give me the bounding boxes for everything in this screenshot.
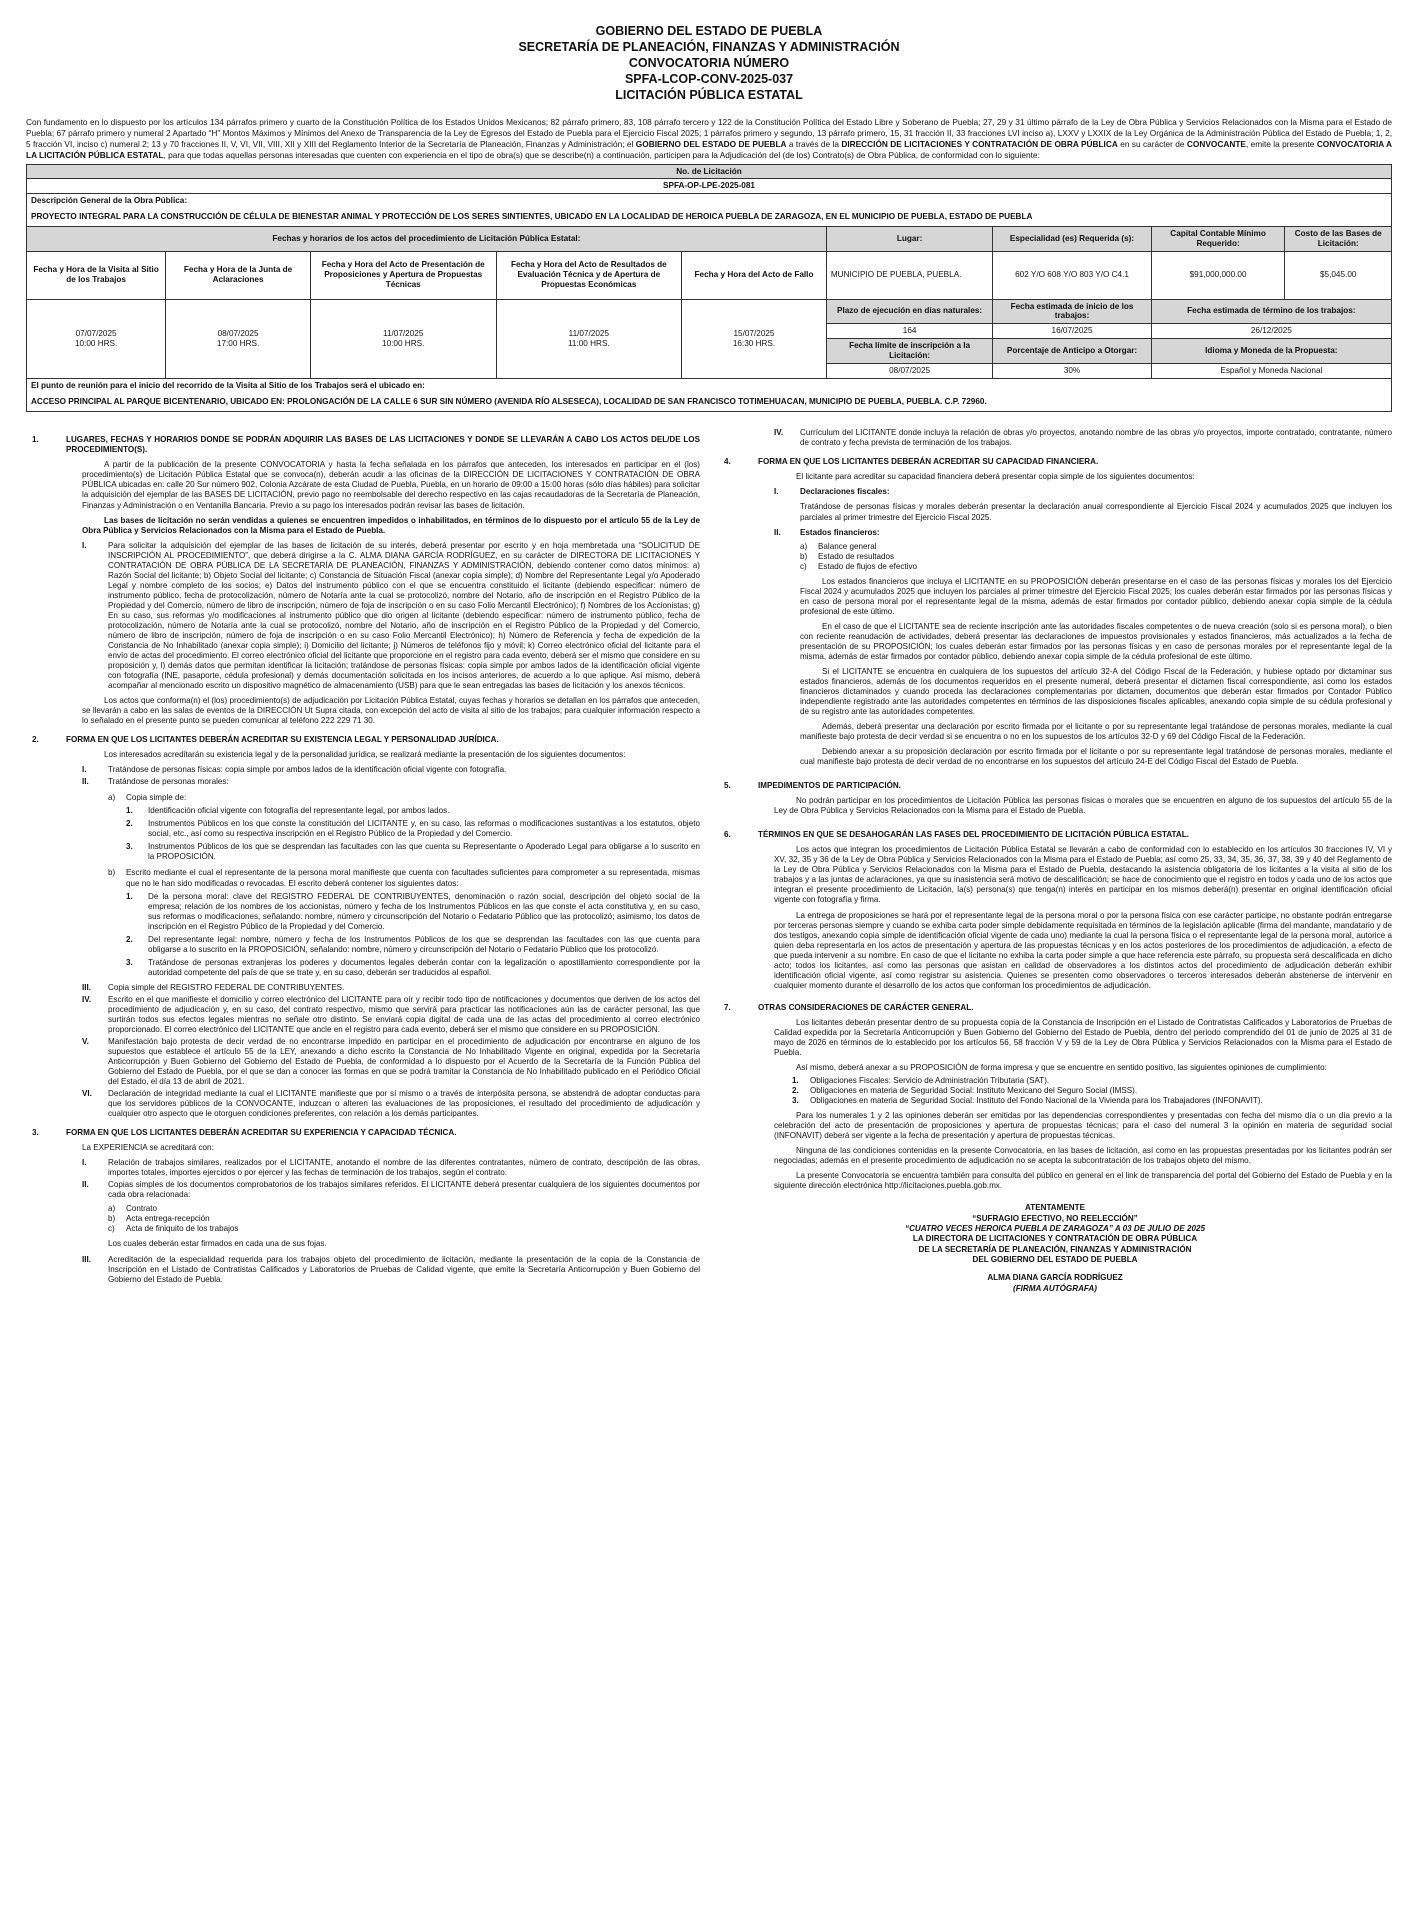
list-marker: 3.	[126, 957, 133, 967]
paragraph: Ninguna de las condiciones contenidas en la presente Convocatoria, en las bases de licitación, así como en las propuestas presentadas por los licitantes podrán ser negociadas; además en el presente procedimiento de adjudicación no se acepta la subcontratación de los trabajos objeto del mismo.	[774, 1146, 1392, 1166]
list-marker: 2.	[792, 1085, 799, 1095]
fechas-header: Fechas y horarios de los actos del procedimiento de Licitación Pública Estatal:	[27, 226, 827, 251]
list-marker: a)	[800, 541, 808, 551]
intro-bold: CONVOCATORIA A LA LICITACIÓN PÚBLICA ESTATAL	[26, 138, 1393, 160]
list-text: Declaración de integridad mediante la cual el LICITANTE manifieste que por sí mismo o a través de interpósita persona, se abstendrá de adoptar conductas para que los servidores públicos de la CONVOCANTE, induzcan o alteren las evaluaciones de las proposiciones, el resultado del procedimiento de adjudicación y cualquier otro aspecto que le otorguen condiciones preferentes, con relación a los demás participantes.	[108, 1089, 700, 1119]
presentacion-date: 11/07/2025	[383, 328, 424, 338]
list-text: Instrumentos Públicos en los que conste la constitución del LICITANTE y, en su caso, las reformas o modificaciones sustantivas a los estatutos, objeto social, etc., así como su respectiva inscripción en el Registro Público de la Propiedad y del Comercio.	[148, 819, 700, 839]
punto-reunion-value: ACCESO PRINCIPAL AL PARQUE BICENTENARIO, UBICADO EN: PROLONGACIÓN DE LA CALLE 6 SUR SIN NÚMERO (AVENIDA RÍO ALSESECA), LOCALIDAD DE SAN FRANCISCO TOTIMEHUACAN, MUNICIPIO DE PUEBLA, PUEBLA. C.P. 72960.	[27, 392, 1392, 411]
list-item	[774, 487, 1392, 497]
section-title: IMPEDIMENTOS DE PARTICIPACIÓN.	[758, 781, 901, 791]
list-marker: 1.	[126, 806, 133, 816]
list-marker: 1.	[126, 891, 133, 901]
list-item	[108, 868, 700, 888]
termino-value: 26/12/2025	[1151, 324, 1391, 339]
list-item	[82, 765, 700, 775]
list-text: Acta de finiquito de los trabajos	[126, 1224, 239, 1234]
list-item	[82, 983, 700, 993]
presentacion-time: 10:00 HRS.	[382, 338, 425, 348]
header-convocatoria: CONVOCATORIA NÚMERO	[628, 55, 790, 70]
section-number: 7.	[724, 1002, 731, 1012]
section-title: LUGARES, FECHAS Y HORARIOS DONDE SE PODRÁN ADQUIRIR LAS BASES DE LAS LICITACIONES Y DONDE SE LLEVARÁN A CABO LOS ACTOS DEL/DE LOS PROCEDIMIENTO(S).	[66, 435, 700, 455]
plazo-label: Plazo de ejecución en días naturales:	[826, 299, 993, 324]
paragraph: Debiendo anexar a su proposición declaración por escrito firmada por el licitante o por su representante legal tratándose de personas morales, mediante el cual manifieste bajo protesta de decir verdad de no encontrarse en los supuestos del artículo 24-E del Código Fiscal del Estado de Puebla.	[800, 747, 1392, 767]
visita-date: 07/07/2025	[75, 328, 117, 338]
paragraph: Los actos que conforma(n) el (los) procedimiento(s) de adjudicación por Licitación Pública Estatal, cuyas fechas y horarios se detallan en los párrafos que anteceden, se llevarán a cabo en las salas de eventos de la DIRECCIÓN Ut Supra citada, con excepción del acto de visita al sitio de los trabajos; para cualquier información respecto a lo señalado en el presente punto se pueden comunicar al teléfono 222 229 71 30.	[82, 696, 700, 726]
junta-time: 17:00 HRS.	[216, 338, 260, 348]
list-item	[108, 1214, 700, 1224]
section-title: TÉRMINOS EN QUE SE DESAHOGARÁN LAS FASES DEL PROCEDIMIENTO DE LICITACIÓN PÚBLICA ESTATAL.	[758, 830, 1189, 840]
section-1-heading	[26, 435, 700, 455]
list-item	[774, 428, 1392, 448]
list-marker: b)	[800, 551, 808, 561]
list-item	[126, 842, 700, 862]
list-text: Currículum del LICITANTE donde incluya la relación de obras y/o proyectos, anotando nombre de las obras y/o proyectos, importe contratado, contratante, número de contrato y fecha prevista de terminación de los trabajos.	[800, 428, 1392, 448]
section-title: FORMA EN QUE LOS LICITANTES DEBERÁN ACREDITAR SU CAPACIDAD FINANCIERA.	[758, 457, 1099, 467]
section-number: 2.	[32, 735, 39, 745]
section-title: FORMA EN QUE LOS LICITANTES DEBERÁN ACREDITAR SU EXISTENCIA LEGAL Y PERSONALIDAD JURÍDICA.	[66, 735, 499, 745]
list-marker: 3.	[126, 842, 133, 852]
no-licitacion-value: SPFA-OP-LPE-2025-081	[27, 179, 1392, 194]
especialidad-value: 602 Y/O 608 Y/O 803 Y/O C4.1	[993, 251, 1151, 299]
list-text: Instrumentos Públicos de los que se desprendan las facultades con las que cuenta su Representante o Apoderado Legal para obligarse a lo suscrito en la PROPOSICIÓN.	[148, 842, 700, 862]
list-marker: 2.	[126, 934, 133, 944]
list-item	[792, 1096, 1392, 1106]
list-marker: I.	[82, 1158, 87, 1168]
list-item	[82, 1255, 700, 1285]
body-columns	[26, 428, 1392, 1294]
left-column	[26, 428, 700, 1294]
list-text: Copia simple de:	[126, 793, 187, 803]
paragraph: La entrega de proposiciones se hará por el representante legal de la persona moral o por la persona física con ese carácter participe, no obstante podrán entregarse por terceras personas siempre y cuando se exhiba carta poder simple debidamente requisitada en términos de la legislación aplicable (firma del mandante, mandatario y de dos testigos, anexando copia simple de identificación oficial vigente de cada uno) mediante la cual la persona física o el representante legal de la persona moral, autorice a quien deba representarla en los actos de presentación y apertura de las propuestas técnicas y en los actos posteriores de los procedimientos de adjudicación, a efecto de que pueda intervenir a su nombre. En caso de que el licitante no exhiba la carta poder simple a que hace referencia este párrafo, su propuesta será descalificada en dicho acto; todos los licitantes, así como las personas que asistan en calidad de observadores a los distintos actos del procedimiento de adjudicación deberán exhibir identificación oficial vigente, así como registrar su asistencia. Quienes se presenten como observadores o terceros interesados deberán abstenerse de intervenir en cualquier momento durante el desarrollo de los actos que conforman los procedimientos de adjudicación.	[774, 910, 1392, 990]
list-text: Declaraciones fiscales:	[800, 487, 890, 497]
resultados-date: 11/07/2025	[568, 328, 610, 338]
paragraph: No podrán participar en los procedimientos de Licitación Pública las personas físicas o morales que se encuentren en alguno de los supuestos del artículo 55 de la Ley de Obra Pública y Servicios Relacionados con la Misma para el Estado de Puebla.	[774, 796, 1392, 816]
list-marker: a)	[108, 1204, 116, 1214]
inicio-value: 16/07/2025	[993, 324, 1151, 339]
junta-label: Fecha y Hora de la Junta de Aclaraciones	[166, 251, 311, 299]
descripcion-value: PROYECTO INTEGRAL PARA LA CONSTRUCCIÓN DE CÉLULA DE BIENESTAR ANIMAL Y PROTECCIÓN DE LOS SERES SINTIENTES, UBICADO EN LA LOCALIDAD DE HEROICA PUEBLA DE ZARAGOZA, EN EL MUNICIPIO DE PUEBLA, ESTADO DE PUEBLA	[27, 208, 1392, 226]
sign-role: LA DIRECTORA DE LICITACIONES Y CONTRATACIÓN DE OBRA PÚBLICA	[912, 1234, 1198, 1244]
presentacion-label: Fecha y Hora del Acto de Presentación de Proposiciones y Apertura de Propuestas Técnicas	[310, 251, 496, 299]
paragraph: La presente Convocatoria se encuentra también para consulta del público en general en el link de transparencia del portal del Gobierno del Estado de Puebla y en la siguiente dirección electrónica http://licitaciones.puebla.gob.mx.	[774, 1171, 1392, 1191]
sign-place-date-text: “CUATRO VECES HEROICA PUEBLA DE ZARAGOZA” A 03 DE JULIO DE 2025	[905, 1223, 1205, 1233]
section-number: 6.	[724, 830, 731, 840]
list-item	[108, 1204, 700, 1214]
paragraph: El licitante para acreditar su capacidad financiera deberá presentar copia simple de los siguientes documentos:	[796, 472, 1195, 482]
costo-label: Costo de las Bases de Licitación:	[1285, 226, 1392, 251]
list-item	[126, 819, 700, 839]
list-marker: IV.	[774, 428, 784, 438]
anticipo-label: Porcentaje de Anticipo a Otorgar:	[993, 339, 1151, 364]
list-text: Escrito mediante el cual el representante de la persona moral manifieste que cuenta con facultades suficientes para comprometer a su representada, mismas que no le han sido modificadas o revocadas. El escrito deberá contener los siguientes datos:	[126, 868, 700, 888]
visita-datetime	[27, 299, 166, 378]
sign-motto: “SUFRAGIO EFECTIVO, NO REELECCIÓN”	[972, 1213, 1138, 1223]
paragraph: Las bases de licitación no serán vendidas a quienes se encuentren impedidos o inhabilitados, en términos de lo dispuesto por el artículo 55 de la Ley de Obra Pública y Servicios Relacionados con la Misma para el Estado de Puebla.	[82, 515, 700, 535]
sign-note-text: (FIRMA AUTÓGRAFA)	[1013, 1283, 1097, 1293]
visita-label: Fecha y Hora de la Visita al Sitio de los Trabajos	[27, 251, 166, 299]
section-3-heading	[26, 1128, 700, 1138]
list-marker: c)	[108, 1224, 115, 1234]
limite-value: 08/07/2025	[826, 363, 993, 378]
paragraph: Los estados financieros que incluya el LICITANTE en su PROPOSICIÓN deberán presentarse en el caso de las personas físicas y morales los del Ejercicio Fiscal 2024 y acumulados 2025 que incluyen los parciales al primer trimestre del Ejercicio Fiscal 2025; los cuales deberán estar firmados por las personas físicas y en caso de persona moral por el representante legal de la misma, además de estar firmados por contador público, debiendo anexar copia simple de la cédula profesional de este último.	[800, 576, 1392, 616]
list-marker: II.	[82, 777, 89, 787]
paragraph: Si el LICITANTE se encuentra en cualquiera de los supuestos del artículo 32-A del Código Fiscal de la Federación, y hubiese optado por dictaminar sus estados financieros, además de los documentos requeridos en el presente numeral, deberá presentar el dictamen fiscal correspondiente, así como los estados financieros dictaminados y cuando proceda las declaraciones complementarias por dictamen, documentos que deberán estar firmados por Contador Público independiente registrado ante las autoridades competentes en términos de las disposiciones fiscales aplicables, anexando copia simple de su cédula profesional y de su registro ante las autoridades competentes.	[800, 666, 1392, 717]
list-text: Obligaciones en materia de Seguridad Social: Instituto del Fondo Nacional de la Vivienda para los Trabajadores (INFONAVIT).	[810, 1096, 1263, 1105]
fallo-date: 15/07/2025	[733, 328, 775, 338]
list-item	[82, 1037, 700, 1087]
paragraph: Además, deberá presentar una declaración por escrito firmada por el licitante o por su representante legal tratándose de personas morales, mediante la cual manifieste bajo protesta de decir verdad si se encuentra o no en los supuestos de los artículos 32-D y 69 del Código Fiscal de la Federación.	[800, 722, 1392, 742]
list-marker: 1.	[792, 1075, 799, 1085]
list-item	[126, 806, 700, 816]
list-text: Del representante legal: nombre, número y fecha de los Instrumentos Públicos de los que se desprendan las facultades con las que cuenta para obligarse a lo suscrito en la PROPOSICIÓN, señalando: nombre, número y circunscripción del Notario o Fedatario Público que los protocolizó.	[148, 934, 700, 954]
intro-bold: GOBIERNO DEL ESTADO DE PUEBLA	[635, 138, 787, 149]
limite-label: Fecha límite de inscripción a la Licitación:	[826, 339, 993, 364]
list-marker: b)	[108, 868, 116, 878]
list-text: Relación de trabajos similares, realizados por el LICITANTE, anotando el nombre de las diferentes contratantes, número de contrato, descripción de las obras, importes totales, importes ejercidos o por ejercer y las fechas de terminación de los trabajos, según el contrato.	[108, 1158, 700, 1178]
section-7-heading	[718, 1003, 1392, 1013]
list-item	[126, 935, 700, 955]
inicio-label: Fecha estimada de inicio de los trabajos:	[993, 299, 1151, 324]
licitacion-table	[26, 164, 1392, 413]
list-item	[108, 1224, 700, 1234]
list-text: Copias simples de los documentos comprobatorios de los trabajos similares referidos. El LICITANTE deberá presentar cualquiera de los siguientes documentos por cada obra relacionada:	[108, 1180, 700, 1200]
list-marker: III.	[82, 1254, 91, 1264]
list-text: Identificación oficial vigente con fotografía del representante legal, por ambos lados.	[148, 806, 450, 816]
list-text: Estados financieros:	[800, 527, 880, 537]
list-item	[774, 528, 1392, 538]
capital-label: Capital Contable Mínimo Requerido:	[1151, 226, 1285, 251]
intro-text: , para que todas aquellas personas interesadas que cuenten con experiencia en el tipo de obra(s) que se describe(n) a continuación, participen para la Adjudicación del (de los) Contrato(s) de Obra Pública, de conformidad con lo siguiente:	[163, 149, 1040, 160]
costo-value: $5,045.00	[1285, 251, 1392, 299]
section-title: OTRAS CONSIDERACIONES DE CARÁCTER GENERAL.	[758, 1002, 974, 1012]
list-text: Obligaciones en materia de Seguridad Social: Instituto Mexicano del Seguro Social (IMSS).	[810, 1085, 1138, 1095]
list-item	[792, 1076, 1392, 1086]
list-marker: a)	[108, 793, 116, 803]
sign-atentamente: ATENTAMENTE	[1025, 1203, 1085, 1213]
section-number: 1.	[32, 435, 39, 445]
list-marker: VI.	[82, 1089, 92, 1099]
intro-text: Con fundamento en lo dispuesto por los artículos 134 párrafos primero y cuarto de la Constitución Política de los Estados Unidos Mexicanos; 82 párrafo primero, 83, 108 párrafo tercero y 122 de la Constitución Política del Estado Libre y Soberano de Puebla; 27, 29 y 31 último párrafo de la Ley de Obra Pública y Servicios Relacionados con la Misma para el Estado de Puebla; 67 párrafo primero y numeral 2 Apartado “H” Montos Máximos y Mínimos del Anexo de Transparencia de la Ley de Egresos del Estado de Puebla para el Ejercicio Fiscal 2025; 1 párrafos primero y segundo, 13 párrafo primero, 15, 31 fracción II, 33 fracciones LVI inciso a), LXXV y LXXIX de la Ley Orgánica de la Administración Pública del Estado de Puebla; 1, 2, 5 fracción VI, inciso c) numeral 2; 13 y 70 fracciones II, V, VI, VII, VIII, XII y XIII del Reglamento Interior de la Secretaría de Planeación, Finanzas y Administración; el	[26, 117, 1392, 149]
list-item	[126, 892, 700, 932]
capital-value: $91,000,000.00	[1151, 251, 1285, 299]
section-2-heading	[26, 735, 700, 745]
visita-time: 10:00 HRS.	[74, 338, 118, 348]
list-text: Acta entrega-recepción	[126, 1214, 210, 1224]
idioma-label: Idioma y Moneda de la Propuesta:	[1151, 339, 1391, 364]
intro-text: , emite la presente	[1245, 138, 1315, 149]
plazo-value: 164	[826, 324, 993, 339]
paragraph: En el caso de que el LICITANTE sea de reciente inscripción ante las autoridades fiscales competentes o de nueva creación (solo si es persona moral), o bien con reciente reanudación de actividades, deberá presentar las declaraciones de impuestos provisionales y estados financieros, más actualizados a la fecha de presentación de su PROPOSICIÓN; los cuales deberán estar firmados por las personas físicas y en caso de personas morales por el representante legal de la misma, además de estar firmados por contador público, debiendo anexar copia simple de la cédula profesional de este último.	[800, 621, 1392, 661]
list-text: Tratándose de personas extranjeras los poderes y documentos legales deberán contar con la legalización o apostillamiento correspondiente por la autoridad competente del país de que se trate y, en su caso, deberán ser traducidos al español.	[148, 957, 700, 977]
list-text: Tratándose de personas físicas: copia simple por ambos lados de la identificación oficial vigente con fotografía.	[108, 765, 507, 775]
list-item	[108, 793, 700, 803]
paragraph: Los licitantes deberán presentar dentro de su propuesta copia de la Constancia de Inscripción en el Listado de Contratistas Calificados y Laboratorios de Pruebas de Calidad expedida por la Secretaría Anticorrupción y Buen Gobierno del Gobierno del Estado de Puebla, dentro del periodo comprendido del 01 de junio de 2025 al 31 de mayo de 2026 en términos de lo establecido por los artículos 56, 58 fracción V y 59 de la Ley de Obra Pública y Servicios Relacionados con la Misma para el Estado de Puebla.	[774, 1017, 1392, 1057]
sign-place-date	[718, 1224, 1392, 1234]
intro-bold: CONVOCANTE	[1186, 138, 1246, 149]
section-number: 5.	[724, 781, 731, 791]
fallo-time: 16:30 HRS.	[732, 338, 776, 348]
idioma-value: Español y Moneda Nacional	[1151, 363, 1391, 378]
list-text: Estado de flujos de efectivo	[818, 561, 917, 571]
list-marker: I.	[774, 487, 779, 497]
intro-paragraph	[26, 117, 1392, 160]
paragraph: Los actos que integran los procedimientos de Licitación Pública Estatal se llevarán a cabo de conformidad con lo establecido en los artículos 30 fracciones IV, VI y XV, 32, 35 y 36 de la Ley de Obra Pública y Servicios Relacionados con la Misma para el Estado de Puebla; así como 25, 33, 34, 35, 36, 37, 38, 39 y 40 del Reglamento de la Ley de Obra Pública y Servicios Relacionados con la Misma para el Estado de Puebla, destacando la asistencia obligatoria de los licitantes a la visita al sitio de los trabajos y a las juntas de aclaraciones, ya que su inasistencia será motivo de descalificación; se hace de conocimiento que el registro en todos y cada uno de los actos que integran el presente procedimiento de Licitación, la(s) persona(s) que tenga(n) interés en participar en los mismos deberá(n) presentar en original identificación oficial vigente con fotografía y firma.	[774, 845, 1392, 905]
list-marker: II.	[82, 1180, 89, 1190]
list-text: Manifestación bajo protesta de decir verdad de no encontrarse impedido en participar en el procedimiento de adjudicación por encontrarse en alguno de los supuestos que establece el artículo 55 de la LEY, anexando a dicho escrito la Constancia de No Inhabilitado Vigente en original, expedida por la Secretaría Anticorrupción y Buen Gobierno del Gobierno del Estado de Puebla, de conformidad a lo dispuesto por el Acuerdo de la Secretaría de la Función Pública del Gobierno del Estado de Puebla, por el que se dan a conocer las formas en que se podrá tramitar la Constancia de No Inhabilitado publicado en el Periódico Oficial del Estado, el día 13 de abril de 2021.	[108, 1036, 700, 1087]
header-type: LICITACIÓN PÚBLICA ESTATAL	[615, 87, 803, 102]
list-marker: V.	[82, 1036, 89, 1046]
no-licitacion-label: No. de Licitación	[27, 164, 1392, 179]
resultados-label: Fecha y Hora del Acto de Resultados de Evaluación Técnica y de Apertura de Propuestas Económicas	[496, 251, 682, 299]
list-text: De la persona moral: clave del REGISTRO FEDERAL DE CONTRIBUYENTES, denominación o razón social, descripción del objeto social de la empresa; relación de los nombres de los accionistas, número y fecha de los Instrumentos Públicos en las que conste el acta constitutiva y, en su caso, sus reformas o modificaciones, señalando: nombre, número y circunscripción del Notario o Fedatario Público que las protocolizó; asimismo, los datos de inscripción en el Registro Público de la Propiedad y del Comercio.	[148, 891, 700, 931]
section-number: 3.	[32, 1128, 39, 1138]
presentacion-datetime	[310, 299, 496, 378]
intro-text: a través de la	[788, 138, 839, 149]
paragraph: Los cuales deberán estar firmados en cada una de sus fojas.	[108, 1239, 327, 1249]
list-text: Copia simple del REGISTRO FEDERAL DE CONTRIBUYENTES.	[108, 982, 345, 992]
list-marker: b)	[108, 1214, 116, 1224]
paragraph: Para los numerales 1 y 2 las opiniones deberán ser emitidas por las dependencias correspondientes y presentadas con fecha del mismo día o un día previo a la celebración del acto de presentación de proposiciones y apertura de propuestas técnicas; para el caso del numeral 3 la opinión en materia de seguridad social (INFONAVIT) deberá ser vigente a la fecha de presentación y apertura de propuestas técnicas.	[774, 1111, 1392, 1141]
right-column	[718, 428, 1392, 1294]
list-item	[126, 958, 700, 978]
punto-reunion-label: El punto de reunión para el inicio del recorrido de la Visita al Sitio de los Trabajos será el ubicado en:	[27, 378, 1392, 392]
section-number: 4.	[724, 457, 731, 467]
signature-block	[718, 1203, 1392, 1294]
sign-note	[718, 1284, 1392, 1294]
list-item	[800, 552, 1392, 562]
intro-bold: DIRECCIÓN DE LICITACIONES Y CONTRATACIÓN DE OBRA PÚBLICA	[841, 138, 1118, 149]
fallo-label: Fecha y Hora del Acto de Fallo	[682, 251, 827, 299]
list-marker: III.	[82, 982, 91, 992]
list-item	[800, 562, 1392, 572]
paragraph: Tratándose de personas físicas y morales deberán presentar la declaración anual correspondiente al Ejercicio Fiscal 2024 y acumulados 2025 que incluyen los parciales al primer trimestre del Ejercicio Fiscal 2025.	[800, 502, 1392, 522]
list-marker: IV.	[82, 994, 92, 1004]
list-item	[82, 1158, 700, 1178]
list-text: Tratándose de personas morales:	[108, 777, 229, 787]
section-5-heading	[718, 781, 1392, 791]
junta-date: 08/07/2025	[217, 328, 259, 338]
lugar-value: MUNICIPIO DE PUEBLA, PUEBLA.	[826, 251, 993, 299]
document-header	[26, 24, 1392, 103]
list-marker: 2.	[126, 819, 133, 829]
list-text: Para solicitar la adquisición del ejemplar de las bases de licitación de su interés, deberá presentar por escrito y en hoja membretada una “SOLICITUD DE INSCRIPCIÓN AL PROCEDIMIENTO”, que deberá dirigirse a la C. ALMA DIANA GARCÍA RODRÍGUEZ, en su carácter de DIRECTORA DE LICITACIONES Y CONTRATACIÓN DE OBRA PÚBLICA DE LA SECRETARÍA DE PLANEACIÓN, FINANZAS Y ADMINISTRACIÓN, debiendo contener como datos mínimos: a) Razón Social del licitante; b) Objeto Social del licitante; c) Constancia de Situación Fiscal (anexar copia simple); d) Nombre del Representante Legal y/o Apoderado Legal y nombre completo de los socios; e) Datos del instrumento público con el que se encuentra constituido el licitante (debiendo especificar: número de instrumento público, fecha de protocolización, número de Notaría ante la cual se protocolizó, nombre del Notario, año de inscripción en el Registro Público de la Propiedad y del Comercio, número de libro de inscripción, número de foja de inscripción o en su caso Folio Mercantil Electrónico); f) Nombres de los Accionistas; g) En su caso, sus reformas y/o modificaciones al instrumento público que dio origen al licitante (debiendo especificar: número de instrumento público, fecha de protocolización, número de Notaría ante la cual se protocolizó, nombre del Notario, año de inscripción en el Registro Público de la Propiedad y del Comercio, número de libro de inscripción, número de foja de inscripción o en su caso Folio Mercantil Electrónico); h) Número de Referencia y fecha de expedición de la Constancia de No Inhabilitado (anexar copia simple); i) Domicilio del licitante; j) Números de teléfonos fijo y móvil; k) Correo electrónico oficial del licitante para el envío de actas del procedimiento. El correo electrónico oficial del licitante que proporcione en el registro para cada evento, deberá ser el mismo que considere en su proposición y, l) demás datos que permitan identificar la licitación; tratándose de personas físicas: copia simple por ambos lados de la identificación oficial vigente con fotografía (INE, pasaporte, cédula profesional) y demás documentación solicitada en los incisos anteriores, de acuerdo a lo que aplique. Así mismo, deberá acompañar al mencionado escrito un dispositivo magnético de almacenamiento (USB) para que le sean entregadas las bases de licitación y los anexos técnicos.	[108, 540, 700, 691]
header-government: GOBIERNO DEL ESTADO DE PUEBLA	[595, 24, 823, 38]
list-marker: c)	[800, 561, 807, 571]
paragraph: Así mismo, deberá anexar a su PROPOSICIÓN de forma impresa y que se encuentre en sentido positivo, las siguientes opiniones de cumplimiento:	[796, 1062, 1327, 1072]
sign-name: ALMA DIANA GARCÍA RODRÍGUEZ	[987, 1273, 1123, 1283]
list-item	[792, 1086, 1392, 1096]
resultados-datetime	[496, 299, 682, 378]
list-marker: 3.	[792, 1096, 799, 1105]
paragraph: A partir de la publicación de la presente CONVOCATORIA y hasta la fecha señalada en los párrafos que anteceden, los interesados en participar en el (los) procedimiento(s) de Licitación Pública Estatal que se convoca(n), deberán acudir a las oficinas de la DIRECCIÓN DE LICITACIONES Y CONTRATACIÓN DE OBRA PÚBLICA ubicadas en: calle 20 Sur número 902, Colonia Azcárate de esta Ciudad de Puebla, Puebla, en un horario de 09:00 a 15:00 horas (sólo días hábiles) para solicitar la adquisición del ejemplar de las BASES DE LICITACIÓN, previo pago no reembolsable del derecho respectivo en las cajas recaudadoras de la Secretaría de Planeación, Finanzas y Administración o en Ventanilla Bancaria. Previo a su pago los interesados podrán revisar las bases de licitación.	[82, 460, 700, 510]
header-secretariat: SECRETARÍA DE PLANEACIÓN, FINANZAS Y ADMINISTRACIÓN	[518, 39, 900, 54]
resultados-time: 11:00 HRS.	[567, 338, 610, 348]
section-title: FORMA EN QUE LOS LICITANTES DEBERÁN ACREDITAR SU EXPERIENCIA Y CAPACIDAD TÉCNICA.	[66, 1128, 457, 1138]
list-item	[800, 542, 1392, 552]
termino-label: Fecha estimada de término de los trabajos:	[1151, 299, 1391, 324]
list-item	[82, 995, 700, 1035]
list-text: Estado de resultados	[818, 551, 895, 561]
section-4-heading	[718, 457, 1392, 467]
list-text: Escrito en el que manifieste el domicilio y correo electrónico del LICITANTE para oír y recibir todo tipo de notificaciones y documentos que deriven de los actos del procedimiento de adjudicación y, en su caso, del contrato respectivo, mismo que servirá para practicar las notificaciones aún las de carácter personal, las que surtirán todos sus efectos legales mientras no señale otro distinto. Se enviará copia digital de cada una de las actas del procedimiento al correo electrónico proporcionado. El correo electrónico del LICITANTE que ancle en el registro para cada evento, deberá ser el mismo que considere en su PROPOSICIÓN.	[108, 994, 700, 1034]
intro-text: en su carácter de	[1120, 138, 1185, 149]
list-text: Acreditación de la especialidad requerida para los trabajos objeto del procedimiento de licitación, mediante la presentación de la copia de la Constancia de Inscripción en el Listado de Contratistas Calificados y Laboratorios de Pruebas de Calidad vigente, que emite la Secretaría Anticorrupción y Buen Gobierno del Gobierno del Estado de Puebla.	[108, 1254, 700, 1284]
list-text: Balance general	[818, 541, 877, 551]
header-number: SPFA-LCOP-CONV-2025-037	[624, 71, 794, 86]
sign-secretariat: DE LA SECRETARÍA DE PLANEACIÓN, FINANZAS Y ADMINISTRACIÓN	[918, 1244, 1192, 1254]
list-item	[82, 1180, 700, 1200]
list-item	[82, 777, 700, 787]
list-item	[82, 541, 700, 691]
list-marker: II.	[774, 527, 781, 537]
anticipo-value: 30%	[993, 363, 1151, 378]
paragraph: La EXPERIENCIA se acreditará con:	[82, 1143, 214, 1153]
list-marker: I.	[82, 765, 87, 775]
list-marker: I.	[82, 540, 87, 550]
sign-government: DEL GOBIERNO DEL ESTADO DE PUEBLA	[972, 1255, 1138, 1265]
list-item	[82, 1089, 700, 1119]
paragraph: Los interesados acreditarán su existencia legal y de la personalidad jurídica, se realizará mediante la presentación de los siguientes documentos:	[104, 750, 626, 760]
lugar-label: Lugar:	[826, 226, 993, 251]
junta-datetime	[166, 299, 311, 378]
fallo-datetime	[682, 299, 827, 378]
descripcion-label: Descripción General de la Obra Pública:	[27, 194, 1392, 208]
list-text: Contrato	[126, 1204, 158, 1214]
list-text: Obligaciones Fiscales: Servicio de Administración Tributaria (SAT).	[810, 1075, 1050, 1085]
especialidad-label: Especialidad (es) Requerida (s):	[993, 226, 1151, 251]
section-6-heading	[718, 830, 1392, 840]
